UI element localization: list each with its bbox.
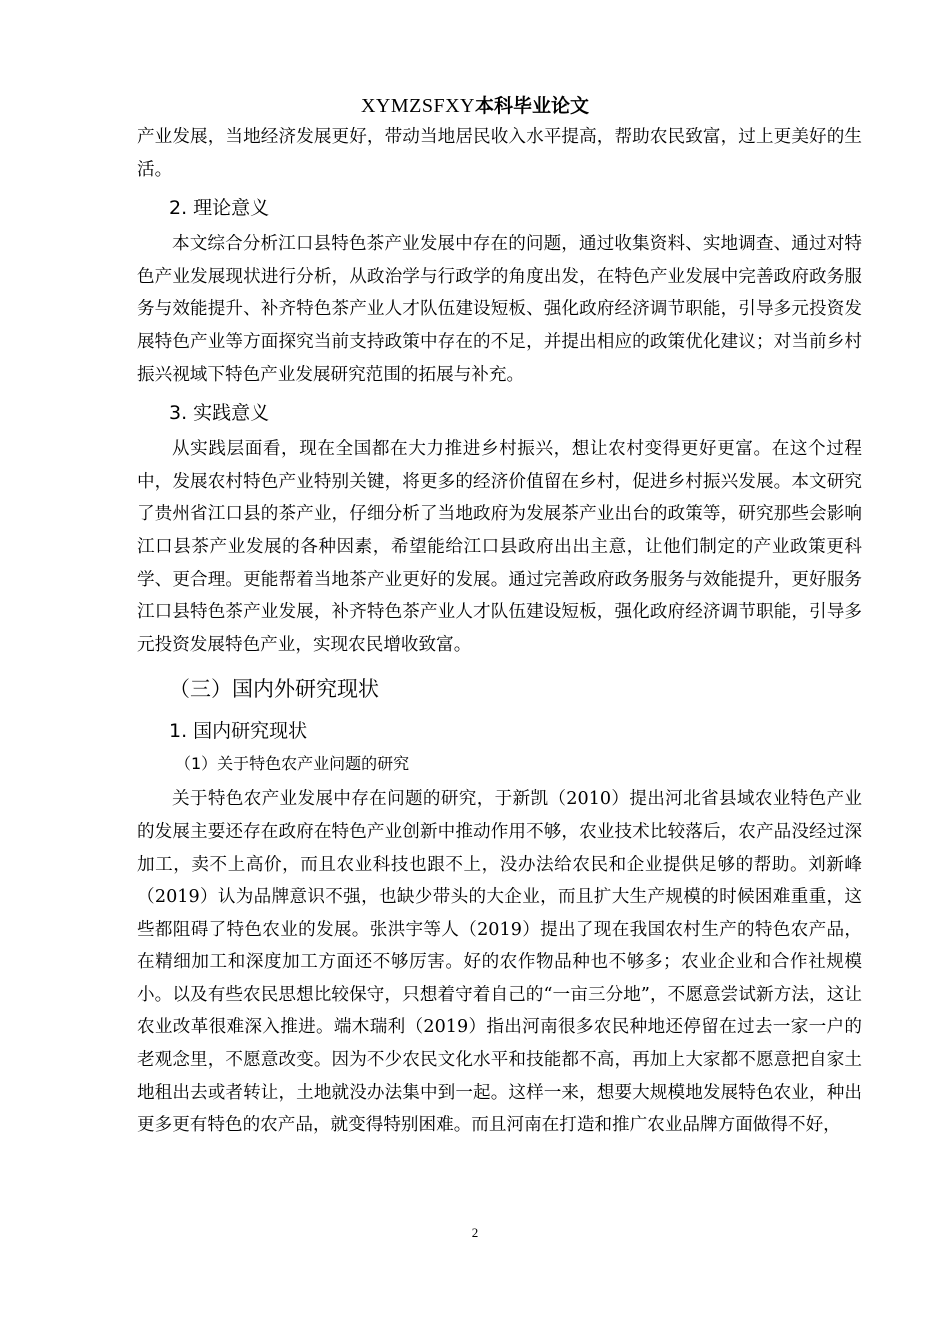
domestic-paragraph: 关于特色农产业发展中存在问题的研究，于新凯（2010）提出河北省县域农业特色产业的发展主要还存在政府在特色产业创新中推动作用不够，农业技术比较落后，农产品没经过深加工，卖不上高价，而且农业科技也跟不上，没办法给农民和企业提供足够的帮助。刘新峰（2019）认为品牌意识不强，也缺少带头的大企业，而且扩大生产规模的时候困难重重，这些都阻碍了特色农业的发展。张洪宇等人（2019）提出了现在我国农村生产的特色农产品，在精细加工和深度加工方面还不够厉害。好的农作物品种也不够多；农业企业和合作社规模小。以及有些农民思想比较保守，只想着守着自己的“一亩三分地”，不愿意尝试新方法，这让农业改革很难深入推进。端木瑞利（2019）指出河南很多农民种地还停留在过去一家一户的老观念里，不愿意改变。因为不少农民文化水平和技能都不高，再加上大家都不愿意把自家土地租出去或者转让，土地就没办法集中到一起。这样一来，想要大规模地发展特色农业，种出更多更有特色的农产品，就变得特别困难。而且河南在打造和推广农业品牌方面做得不好， [137,789,862,1136]
header-code: XYMZSFXY [360,95,475,117]
practice-paragraph: 从实践层面看，现在全国都在大力推进乡村振兴，想让农村变得更好更富。在这个过程中，发展农村特色产业特别关键，将更多的经济价值留在乡村，促进乡村振兴发展。本文研究了贵州省江口县的茶产业，仔细分析了当地政府为发展茶产业出台的政策等，研究那些会影响江口县茶产业发展的各种因素，希望能给江口县政府出出主意，让他们制定的产业政策更科学、更合理。更能帮着当地茶产业更好的发展。通过完善政府政务服务与效能提升，更好服务江口县特色茶产业发展，补齐特色茶产业人才队伍建设短板，强化政府经济调节职能，引导多元投资发展特色产业，实现农民增收致富。 [137,439,862,655]
theory-paragraph: 本文综合分析江口县特色茶产业发展中存在的问题，通过收集资料、实地调查、通过对特色产业发展现状进行分析，从政治学与行政学的角度出发，在特色产业发展中完善政府政务服务与效能提升、补齐特色茶产业人才队伍建设短板、强化政府经济调节职能，引导多元投资发展特色产业等方面探究当前支持政策中存在的不足，并提出相应的政策优化建议；对当前乡村振兴视域下特色产业发展研究范围的拓展与补充。 [137,234,862,385]
sub-heading: （1）关于特色农产业问题的研究 [175,754,410,774]
intro-tail-paragraph: 产业发展，当地经济发展更好，带动当地居民收入水平提高，帮助农民致富，过上更美好的生活。 [137,127,862,180]
practice-heading: 3. 实践意义 [169,402,270,425]
theory-heading: 2. 理论意义 [169,197,270,220]
document-body [137,121,862,1142]
research-heading: （三）国内外研究现状 [169,677,379,702]
page-number: 2 [471,1225,479,1240]
page-header [0,92,950,119]
domestic-heading: 1. 国内研究现状 [169,720,308,743]
header-title: 本科毕业论文 [475,95,590,117]
